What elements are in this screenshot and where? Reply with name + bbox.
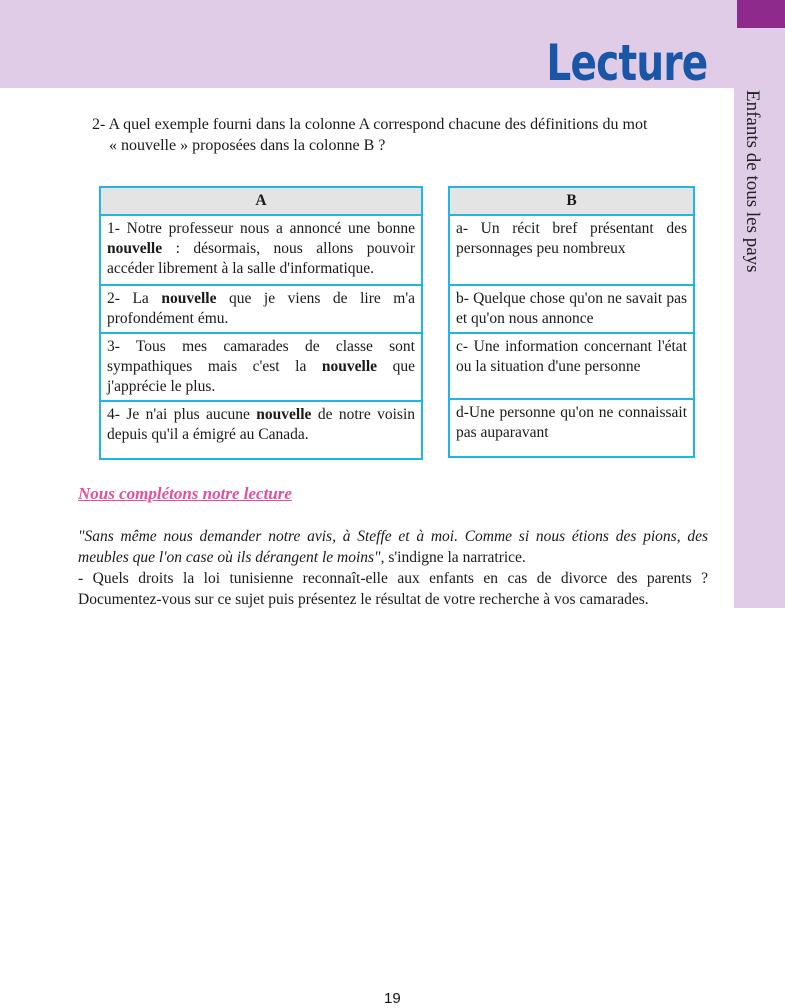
row-text: : désormais, nous allons pouvoir accéder librement à la salle d'informatique.	[107, 240, 415, 277]
row-text: 3- Tous mes camarades de classe sont sympathiques mais c'est la	[107, 338, 415, 375]
table-column-a	[99, 186, 423, 460]
table-column-b	[448, 186, 695, 458]
question-line-2: « nouvelle » proposées dans la colonne B ?	[109, 137, 386, 154]
section-heading: Nous complétons notre lecture	[78, 484, 292, 503]
row-text: de notre voisin depuis qu'il a émigré au Canada.	[107, 406, 416, 443]
row-text: 1- Notre professeur nous a annoncé une bonne	[107, 220, 415, 237]
table-row	[100, 333, 422, 401]
keyword: nouvelle	[321, 358, 378, 375]
table-row	[100, 215, 422, 285]
table-row	[100, 285, 422, 333]
table-row: c- Une information concernant l'état ou la situation d'une personne	[449, 333, 694, 399]
page-number: 19	[384, 990, 401, 1007]
table-row: a- Un récit bref présentant des personnages peu nombreux	[449, 215, 694, 285]
row-text: 2- La	[107, 290, 162, 307]
page-title: Lecture	[545, 34, 707, 92]
keyword: nouvelle	[256, 406, 312, 423]
column-a-header: A	[100, 187, 422, 215]
row-text: 4- Je n'ai plus aucune	[107, 406, 257, 423]
table-row: d-Une personne qu'on ne connaissait pas auparavant	[449, 399, 694, 457]
research-question: - Quels droits la loi tunisienne reconnaît-elle aux enfants en cas de divorce des parents ? Documentez-vous sur ce sujet puis présentez le résultat de votre recherche à vos camarades.	[78, 570, 708, 608]
quote-text: "Sans même nous demander notre avis, à Steffe et à moi. Comme si nous étions des pions, des meubles que l'on case où ils dérangent le moins"	[78, 528, 708, 566]
keyword: nouvelle	[107, 240, 163, 257]
table-row: b- Quelque chose qu'on ne savait pas et qu'on nous annonce	[449, 285, 694, 333]
section-paragraph	[78, 526, 708, 610]
column-b-header: B	[449, 187, 694, 215]
question-line-1: 2- A quel exemple fourni dans la colonne A correspond chacune des définitions du mot	[92, 116, 648, 133]
keyword: nouvelle	[161, 290, 217, 307]
corner-accent	[737, 0, 785, 28]
side-label: Enfants de tous les pays	[742, 90, 763, 273]
question-2	[92, 114, 717, 156]
table-row	[100, 401, 422, 459]
row-text: que j'apprécie le plus.	[107, 358, 415, 395]
quote-attribution: , s'indigne la narratrice.	[380, 549, 526, 566]
row-text: que je viens de lire m'a profondément ému.	[107, 290, 415, 327]
